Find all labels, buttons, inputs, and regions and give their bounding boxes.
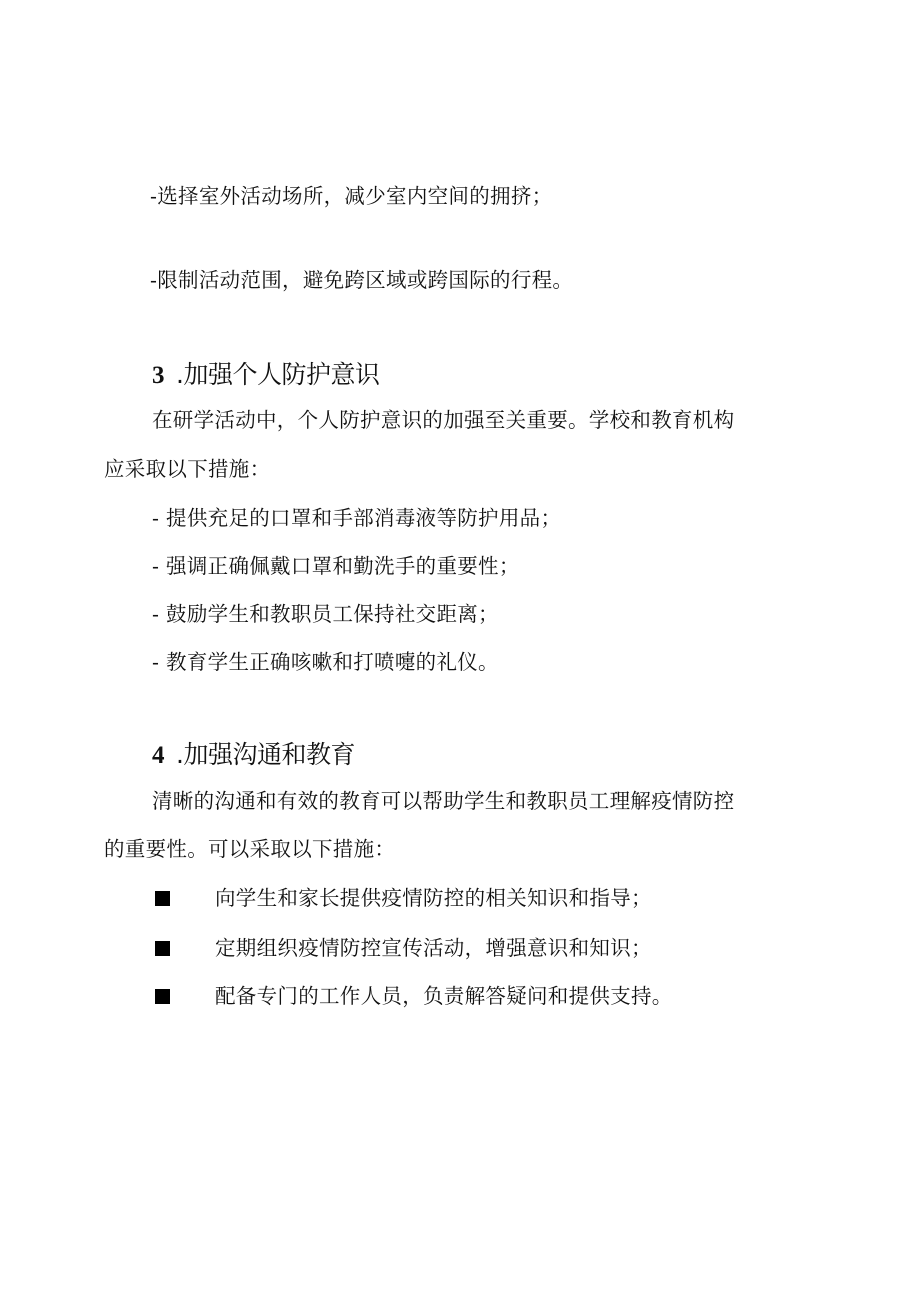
section-heading-3	[152, 360, 379, 391]
list-item: - 强调正确佩戴口罩和勤洗手的重要性；	[152, 554, 520, 578]
paragraph-line: 应采取以下措施：	[104, 457, 271, 481]
list-item: -选择室外活动场所，减少室内空间的拥挤；	[150, 184, 553, 208]
list-item: 定期组织疫情防控宣传活动，增强意识和知识；	[215, 936, 652, 960]
section-number: 4	[152, 742, 164, 769]
black-square-bullet-icon	[155, 941, 170, 956]
black-square-bullet-icon	[155, 989, 170, 1004]
section-number: 3	[152, 362, 164, 389]
section-title: .加强沟通和教育	[176, 740, 355, 769]
list-item: - 鼓励学生和教职员工保持社交距离；	[152, 602, 499, 626]
list-item: - 教育学生正确咳嗽和打喷嚏的礼仪。	[152, 650, 499, 674]
list-item: -限制活动范围，避免跨区域或跨国际的行程。	[150, 268, 574, 292]
paragraph-line: 在研学活动中，个人防护意识的加强至关重要。学校和教育机构	[152, 408, 735, 432]
list-item: 配备专门的工作人员，负责解答疑问和提供支持。	[215, 984, 673, 1008]
section-title: .加强个人防护意识	[176, 360, 380, 389]
list-item: - 提供充足的口罩和手部消毒液等防护用品；	[152, 506, 562, 530]
section-heading-4	[152, 740, 355, 771]
paragraph-line: 的重要性。可以采取以下措施：	[104, 837, 396, 861]
paragraph-line: 清晰的沟通和有效的教育可以帮助学生和教职员工理解疫情防控	[152, 789, 735, 813]
list-item: 向学生和家长提供疫情防控的相关知识和指导；	[215, 886, 652, 910]
black-square-bullet-icon	[155, 891, 170, 906]
